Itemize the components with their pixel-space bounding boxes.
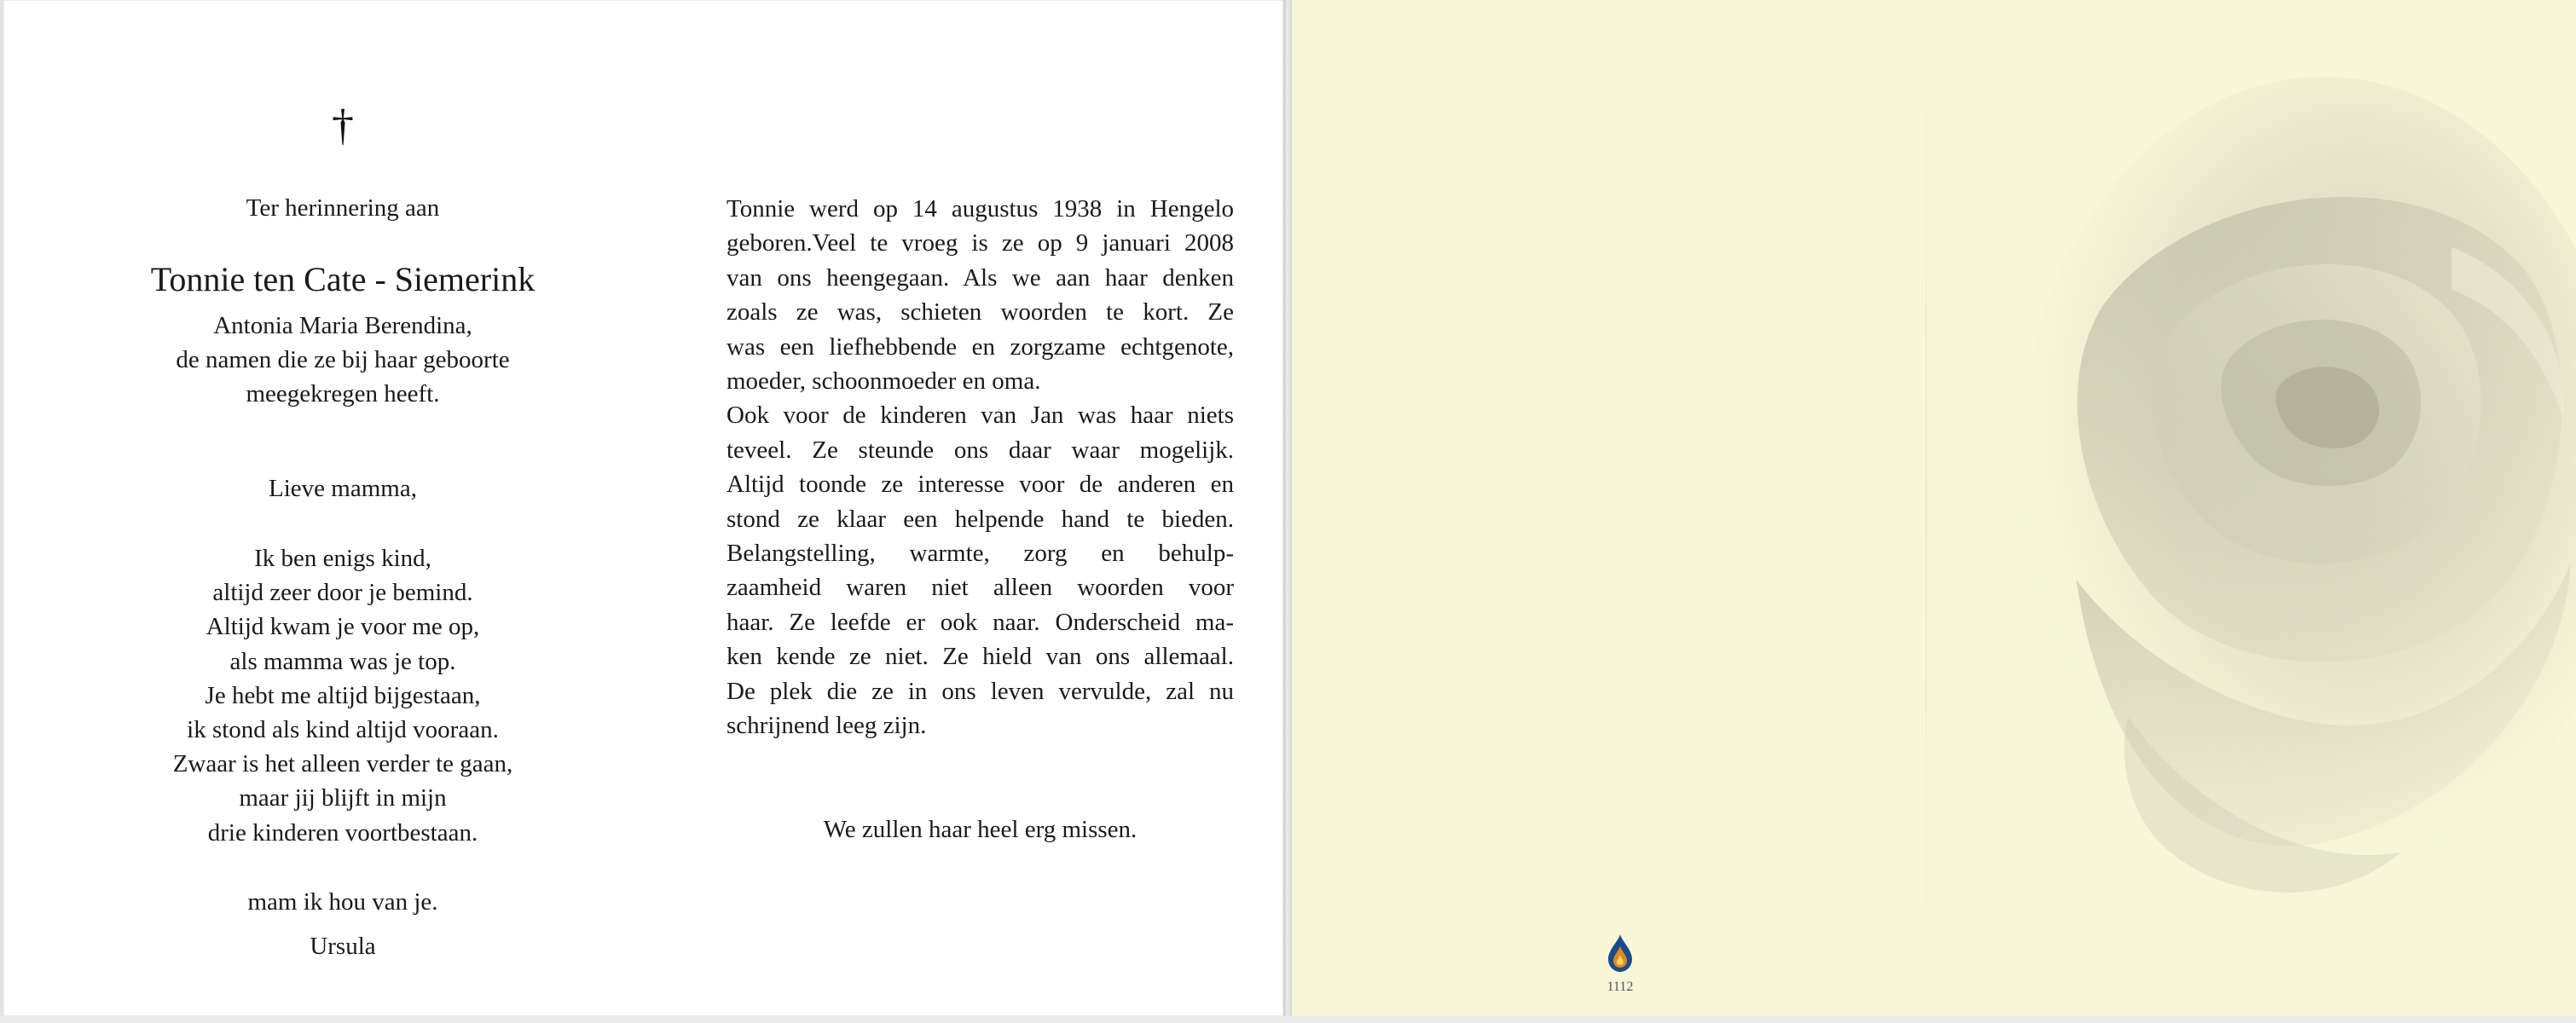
poem-line: maar jij blijft in mijn (239, 784, 447, 812)
biography-line: ken kende ze niet. Ze hield van ons allemaal. (726, 643, 1234, 671)
given-names: Antonia Maria Berendina, (213, 312, 472, 339)
poem-line: als mamma was je top. (229, 647, 456, 675)
biography-line: zoals ze was, schieten woorden te kort. Ze (726, 298, 1234, 327)
biography-line: stond ze klaar een helpende hand te bieden. (726, 505, 1234, 533)
intro-text: Ter herinnering aan (246, 194, 440, 222)
card-fold-line (1925, 0, 1927, 1016)
biography (726, 192, 1234, 743)
biography-line: Belangstelling, warmte, zorg en behulp- (726, 540, 1234, 568)
biography-line: haar. Ze leefde er ook naar. Onderscheid ma- (726, 608, 1234, 636)
poem-line: Altijd kwam je voor me op, (206, 613, 480, 641)
poem-line: Je hebt me altijd bijgestaan, (205, 681, 481, 709)
poem-line: altijd zeer door je bemind. (212, 579, 473, 607)
given-names-note (97, 343, 588, 411)
biography-line: was een liefhebbende en zorgzame echtgenote, (726, 332, 1234, 361)
signature: Ursula (310, 933, 376, 960)
biography-line: moeder, schoonmoeder en oma. (726, 367, 1041, 396)
biography-line: van ons heengegaan. Als we aan haar denken (726, 263, 1234, 292)
biography-line: Altijd toonde ze interesse voor de anderen en (726, 471, 1234, 499)
closing-line: mam ik hou van je. (247, 888, 438, 916)
flame-logo-icon (1603, 933, 1637, 974)
given-note-line: de namen die ze bij haar geboorte (176, 346, 510, 373)
farewell-line: We zullen haar heel erg missen. (823, 816, 1137, 843)
poem-line: Ik ben enigs kind, (254, 545, 431, 572)
deceased-name: Tonnie ten Cate - Siemerink (150, 260, 535, 298)
scan-bottom-edge (0, 1016, 2576, 1023)
greeting: Lieve mamma, (269, 475, 417, 502)
poem (97, 541, 588, 850)
biography-line: Ook voor de kinderen van Jan was haar niets (726, 402, 1234, 430)
given-note-line: meegekregen heeft. (246, 380, 440, 407)
poem-line: drie kinderen voortbestaan. (207, 818, 478, 847)
memorial-card-inside (3, 0, 1283, 1016)
biography-line: Tonnie werd op 14 augustus 1938 in Hengelo (726, 195, 1234, 223)
biography-line: teveel. Ze steunde ons daar waar mogelijk. (726, 436, 1234, 464)
cross-icon: † (332, 101, 354, 150)
scan-gap (1283, 0, 1292, 1023)
biography-line: schrijnend leeg zijn. (726, 712, 927, 740)
poem-line: ik stond als kind altijd vooraan. (187, 716, 499, 744)
biography-line: De plek die ze in ons leven vervulde, zal nu (726, 677, 1234, 705)
memorial-card-outside (1292, 0, 2576, 1016)
biography-line: zaamheid waren niet alleen woorden voor (726, 574, 1234, 602)
biography-line: geboren.Veel te vroeg is ze op 9 januari 2008 (726, 229, 1234, 257)
rose-image (1974, 51, 2576, 980)
poem-line: Zwaar is het alleen verder te gaan, (172, 750, 513, 778)
maker-code: 1112 (1606, 980, 1634, 994)
